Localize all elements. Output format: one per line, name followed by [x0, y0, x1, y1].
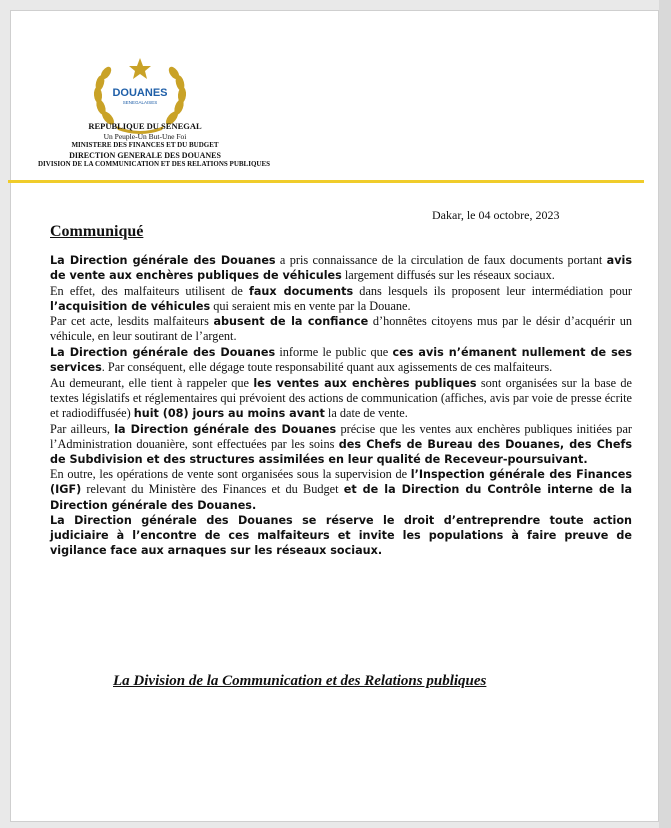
text-segment: Par ailleurs, [50, 421, 115, 436]
paragraph [50, 284, 632, 314]
text-segment: relevant du Ministère des Finances et du Budget [81, 482, 344, 497]
text-segment: a pris connaissance de la circulation de faux documents portant [275, 253, 607, 267]
text-segment: informe le public que [275, 345, 393, 360]
bold-text: et de la Direction du Contrôle interne de la Direction générale des Douanes. [50, 483, 632, 512]
bold-text: des Chefs de Bureau des Douanes, des Chefs de Subdivision et des structures assimilées en leur qualité de Receveur-poursuivant. [50, 437, 632, 466]
text-segment: En outre, les opérations de vente sont organisées sous la supervision de [50, 467, 411, 482]
paragraph [50, 314, 632, 344]
text-segment: qui seraient mis en vente par la Douane. [210, 298, 411, 313]
bold-text: ces avis n’émanent nullement de ses services [50, 346, 632, 375]
paragraph [50, 422, 632, 467]
paragraph [50, 345, 632, 375]
text-segment: sont organisées sur la base de textes législatifs et réglementaires qui prévoient des actions de communication (affiches, avis par voie de presse écrite et radiodiffusée) [50, 375, 632, 420]
paragraph [50, 253, 632, 283]
bold-text: avis de vente aux enchères publiques de véhicules [50, 254, 632, 283]
header-divider [8, 180, 644, 183]
direction-heading: DIRECTION GENERALE DES DOUANES [69, 150, 221, 160]
document-title: Communiqué [50, 223, 144, 240]
ministry-heading: MINISTERE DES FINANCES ET DU BUDGET [71, 141, 219, 149]
bold-text: abusent de la confiance [213, 315, 369, 329]
letterhead [0, 122, 290, 170]
motto: Un Peuple-Un But-Une Foi [103, 131, 187, 141]
viewer-edge [659, 0, 671, 828]
paragraph [50, 376, 632, 421]
bold-text: La Direction générale des Douanes [50, 254, 276, 267]
bold-text: l’acquisition de véhicules [50, 299, 211, 313]
text-segment: Par cet acte, lesdits malfaiteurs [50, 314, 214, 329]
paragraph [50, 513, 632, 558]
text-segment: Au demeurant, elle tient à rappeler que [50, 375, 254, 390]
communique-body [50, 253, 632, 559]
division-heading: DIVISION DE LA COMMUNICATION ET DES RELATIONS PUBLIQUES [37, 160, 271, 168]
text-segment: En effet, des malfaiteurs utilisent de [50, 283, 250, 298]
logo-text: DOUANES [112, 87, 168, 99]
bold-text: La Direction générale des Douanes se réserve le droit d’entreprendre toute action judiciaire à l’encontre de ces malfaiteurs et invite les populations à faire preuve de vigilance face aux arnaques sur les réseaux sociaux. [50, 514, 632, 558]
text-segment: précise que les ventes aux enchères publiques initiées par l’Administration douanière, sont effectuées par les soins [50, 421, 632, 451]
bold-text: faux documents [249, 284, 354, 298]
text-segment: d’honnêtes citoyens mus par le désir d’acquérir un véhicule, en leur soutirant de l’argent. [50, 314, 632, 344]
signature-line: La Division de la Communication et des Relations publiques [113, 673, 487, 689]
text-segment: dans lesquels ils proposent leur intermédiation pour [353, 283, 632, 298]
bold-text: la Direction générale des Douanes [114, 422, 337, 436]
document-date: Dakar, le 04 octobre, 2023 [432, 208, 560, 222]
bold-text: huit (08) jours au moins avant [133, 406, 325, 420]
logo-subtext: SENEGALAISES [122, 100, 158, 105]
text-segment: largement diffusés sur les réseaux sociaux. [341, 268, 555, 283]
bold-text: les ventes aux enchères publiques [253, 376, 477, 390]
paragraph [50, 467, 632, 512]
star-icon [129, 58, 151, 79]
bold-text: l’Inspection générale des Finances (IGF) [50, 468, 632, 497]
text-segment: . Par conséquent, elle dégage toute responsabilité quant aux agissements de ces malfaiteurs. [101, 360, 553, 375]
republic-heading: REPUBLIQUE DU SENEGAL [88, 121, 202, 131]
text-segment: la date de vente. [324, 405, 408, 420]
bold-text: La Direction générale des Douanes [50, 346, 276, 360]
